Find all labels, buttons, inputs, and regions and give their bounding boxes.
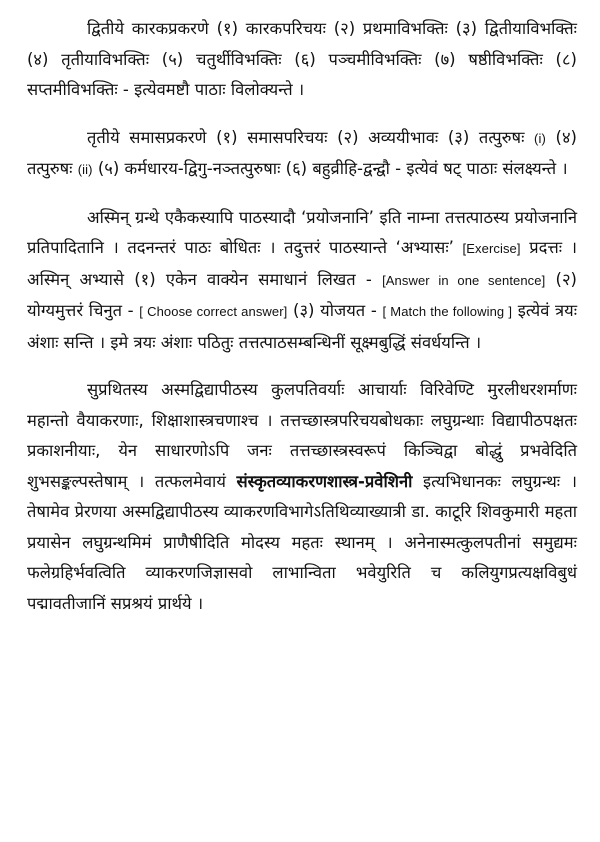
paragraph-text: (४) तत्पुरुषः bbox=[27, 127, 577, 178]
paragraph-kulapati-prarthana bbox=[27, 375, 577, 619]
paragraph-text: तृतीये समासप्रकरणे (१) समासपरिचयः (२) अव्ययीभावः (३) तत्पुरुषः bbox=[87, 127, 535, 147]
page-body bbox=[27, 14, 577, 636]
english-gloss-exercise: [Exercise] bbox=[462, 241, 521, 256]
paragraph-text: (२) योग्यमुत्तरं चिनुत - bbox=[27, 269, 577, 320]
paragraph-text: इत्येवं त्रयः अंशाः सन्ति । इमे त्रयः अंशाः पठितुः तत्तत्पाठसम्बन्धिनीं सूक्ष्मबुद्धिं संवर्धयन्ति । bbox=[27, 301, 578, 352]
english-gloss-answer-one-sentence: [Answer in one sentence] bbox=[382, 272, 546, 288]
roman-numeral-label: (ii) bbox=[77, 162, 93, 177]
paragraph-text: प्रदत्तः । अस्मिन् अभ्यासे (१) एकेन वाक्येन समाधानं लिखत - bbox=[27, 238, 577, 289]
book-title-bold: संस्कृतव्याकरणशास्त्र-प्रवेशिनी bbox=[236, 471, 413, 491]
paragraph-karaka-prakarana: द्वितीये कारकप्रकरणे (१) कारकपरिचयः (२) प्रथमाविभक्तिः (३) द्वितीयाविभक्तिः (४) तृतीयाविभक्तिः (५) चतुर्थीविभक्तिः (६) पञ्चमीविभक्तिः (७) षष्ठीविभक्तिः (८) सप्तमीविभक्तिः - इत्येवमष्टौ पाठाः विलोक्यन्ते । bbox=[27, 19, 577, 99]
paragraph-text: अस्मिन् ग्रन्थे एकैकस्यापि पाठस्यादौ ‘प्रयोजनानि’ इति नाम्ना तत्तत्पाठस्य प्रयोजनानि प्रतिपादितानि । तदनन्तरं पाठः बोधितः । तदुत्तरं पाठस्यान्ते ‘अभ्यासः’ bbox=[27, 207, 577, 257]
english-gloss-choose-correct: [ Choose correct answer] bbox=[139, 304, 288, 319]
paragraph-prayojana-abhyasa bbox=[27, 203, 577, 359]
paragraph-text: (३) योजयत - bbox=[287, 301, 383, 320]
paragraph-text: सुप्रथितस्य अस्मद्विद्यापीठस्य कुलपतिवर्याः आचार्याः विरिवेण्टि मुरलीधरशर्माणः महान्तो वैयाकरणाः, शिक्षाशास्त्रचणाश्च । तत्तच्छास्त्रपरिचयबोधकाः लघुग्रन्थाः विद्यापीठपक्षतः प्रकाशनीयाः, येन साधारणोऽपि जनः तत्तच्छास्त्रस्वरूपं किञ्चिद्वा बोद्धुं प्रभवेदिति शुभसङ्कल्पस्तेषाम् । तत्फलमेवायं bbox=[27, 380, 577, 491]
paragraph-text: (५) कर्मधारय-द्विगु-नञ्तत्पुरुषाः (६) बहुव्रीहि-द्वन्द्वौ - इत्येवं षट् पाठाः संलक्ष्यन्ते । bbox=[92, 159, 568, 178]
roman-numeral-label: (i) bbox=[534, 130, 546, 146]
paragraph-samasa-prakarana bbox=[27, 123, 577, 186]
english-gloss-match-following: [ Match the following ] bbox=[382, 304, 513, 319]
paragraph-text: इत्यभिधानकः लघुग्रन्थः । तेषामेव प्रेरणया अस्मद्विद्यापीठस्य व्याकरणविभागेऽतिथिव्याख्यात्री डा. काटूरि शिवकुमारी महता प्रयासेन लघुग्रन्थमिमं प्राणैषीदिति मोदस्य महतः स्थानम् । अनेनास्मत्कुलपतीनां समुद्यमः फलेग्रहिर्भवत्विति व्याकरणजिज्ञासवो लाभान्विता भवेयुरिति च कलियुगप्रत्यक्षविबुधं पद्मावतीजानिं सप्रश्रयं प्रार्थये । bbox=[27, 471, 577, 613]
